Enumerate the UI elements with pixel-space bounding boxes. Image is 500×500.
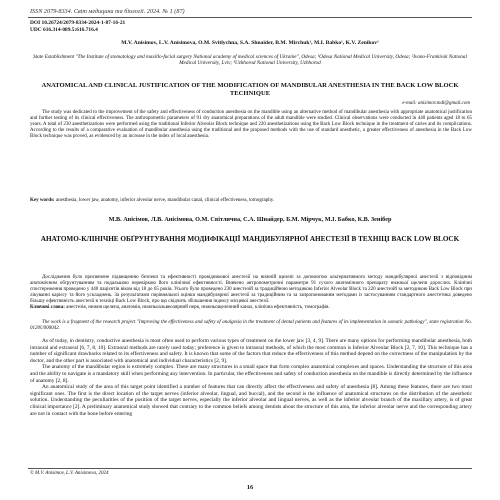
body-paragraph: As of today, in dentistry, conductive anesthesia is most often used to perform various types of treatment on the lower jaw [3, 4, 9]. There are many options for performing mandibular anesthesia, both intraoral and extraoral [6, 7, 8, 10]. Extraoral methods are rarely used today; preference is given to intraoral methods, of which the most common is Inferior Alveolar Block [2, 7, 10]. This technique has a number of significant drawbacks related to its effectiveness and safety. It is known that some of the factors that reduce the effectiveness of this method depend on the correctness of the manipulation by the doctor, and the other part is associated with anatomical and individual characteristics [2, 9]. xyxy=(30,338,472,364)
title-en: ANATOMICAL AND CLINICAL JUSTIFICATION OF THE MODIFICATION OF MANDIBULAR ANESTHESIA IN THE BACK LOW BLOCK TECHNIQUE xyxy=(41,82,459,97)
authors-ua: М.В. Анісімов, Л.В. Анісімова, О.М. Світлична, С.А. Шнайдер, Б.М. Мірчук, М.І. Бабко, К.В. Зенібер xyxy=(108,216,392,223)
copyright-footer: © M.V. Anisimov, L.V. Anisimova, 2024 xyxy=(30,471,109,476)
article-meta xyxy=(30,20,125,33)
body-text xyxy=(30,338,472,417)
affiliation-en: State Establishment "The Institute of stomatology and maxillo-facial surgery National academy of medical sciences of Ukraine", Odesa; ¹Odesa National Medical University, Odesa; ²Ivano-Frankivsk National Medical University, Lviv; ³Uzhhorod National University, Uzhhorod xyxy=(33,54,467,67)
journal-header: ISSN 2079-8334. Світ медицини та біології. 2024. № 1 (87) xyxy=(30,8,185,15)
footer-divider xyxy=(28,468,472,469)
doi: DOI 10.26724/2079-8334-2024-1-87-16-21 xyxy=(30,20,126,26)
body-paragraph: An anatomical study of the area of this target point identified a number of features that can directly affect the effectiveness and safety of anesthesia [8]. Among these features, there are two most significant ones. The first is the direct location of the target nerves (inferior alveolar, lingual, and buccal), and the second is the influence of anatomical structures on the distribution of the anesthetic solution. Understanding the peculiarities of the position of the target nerves, especially the inferior alveolar and lingual nerves, as well as the inferior alveolar branch of the maxillary artery, is of great clinical importance [2]. A preliminary anatomical study showed that contrary to the common beliefs among dentists about the structure of this area, the inferior alveolar nerve and the corresponding artery are not in contact with the bone before entering xyxy=(30,384,472,417)
author-email: e-mail: anisimov.mdl@gmail.com xyxy=(402,101,470,106)
research-fragment-note: The work is a fragment of the research project "Improving the effectiveness and safety of analgesia in the treatment of dental patients and features of its implementation in somatic pathology", state registration No. 0120U000042. xyxy=(30,320,472,332)
body-paragraph: The anatomy of the mandibular region is extremely complex. There are many structures in a small space that form complex anatomical complexes and spaces. Understanding the structure of this area and the ability to navigate is a mandatory skill when performing any intervention. In particular, the effectiveness and safety of conduction anesthesia on the mandible is directly determined by the influence of anatomy [2, 8]. xyxy=(30,364,472,384)
abstract-en: The study was dedicated to the improvement of the safety and effectiveness of conduction anesthesia on the mandible using an alternative method of mandibular anesthesia with appropriate anatomical justification and further testing of its clinical effectiveness. The anthropometric parameters of 91 dry anatomical preparations of the adult mandible were studied. Clinical observations were conducted in 440 patients aged 18 to 65 years. A total of 230 anesthetizations were performed using the traditional Inferior Alveolar Block technique and 220 anesthetizations using the Back Low Block technique in the treatment of caries and its complications. According to the results of a comparative evaluation of mandibular anesthesia using the traditional and the proposed methods with the use of standard anesthetic, a greater effectiveness of anesthesia in the Back Low Block technique was proved, as evidenced by an increase in the index of local anesthesia. xyxy=(30,110,472,140)
authors-en: M.V. Anisimov, L.V. Anisimova, O.M. Svitlychna, S.A. Shnaider, B.M. Mirchuk¹, M.I. Babko¹, K.V. Zenikov¹ xyxy=(121,40,379,46)
abstract-ua: Дослідження було присвячене підвищенню безпеки та ефективності провідникової анестезії на нижній щелепі за допомогою альтернативного методу мандибулярної анестезії з відповідним анатомічним обґрунтуванням та подальшою перевіркою його клінічної ефективності. Вивчено антропометричні параметри 91 сухого анатомічного препарату нижньої щелепи дорослих. Клінічні спостереження проведено у 440 пацієнтів віком від 18 до 65 років. Усього було проведено 230 анестезій за традиційною методикою Inferior Alveolar Block та 220 анестезій за методикою Back Low Block при лікуванні карієсу та його ускладнень. За результатами порівняльної оцінки мандибулярної анестезії за традиційним та за запропонованим методами із застосуванням стандартного анестетика доведено більшу ефективність анестезії в техніці Back Low Block, про що свідчить збільшення індексу місцевої анестезії. xyxy=(30,275,472,305)
keywords-en-text: anesthesia, lower jaw, anatomy, inferior alveolar nerve, mandibular canal, clinical effectiveness, tomography. xyxy=(55,198,275,203)
udc: UDC 616.314-089.5:616.716.4 xyxy=(30,26,98,33)
header-divider xyxy=(28,17,472,18)
keywords-ua-text: анестезія, нижня щелепа, анатомія, нижньоальвеолярний нерв, нижньощелепний канал, клінічна ефективність, томографія. xyxy=(66,305,330,310)
page-number: 16 xyxy=(246,484,254,491)
keywords-en-label: Key words: xyxy=(30,198,55,203)
keywords-en xyxy=(30,198,472,204)
keywords-ua xyxy=(30,305,472,311)
keywords-ua-label: Ключові слова: xyxy=(30,305,65,310)
title-ua: АНАТОМО-КЛІНІЧНЕ ОБҐРУНТУВАННЯ МОДИФІКАЦІЇ МАНДИБУЛЯРНОЇ АНЕСТЕЗІЇ В ТЕХНІЦІ BACK LOW BLOCK xyxy=(40,235,460,243)
